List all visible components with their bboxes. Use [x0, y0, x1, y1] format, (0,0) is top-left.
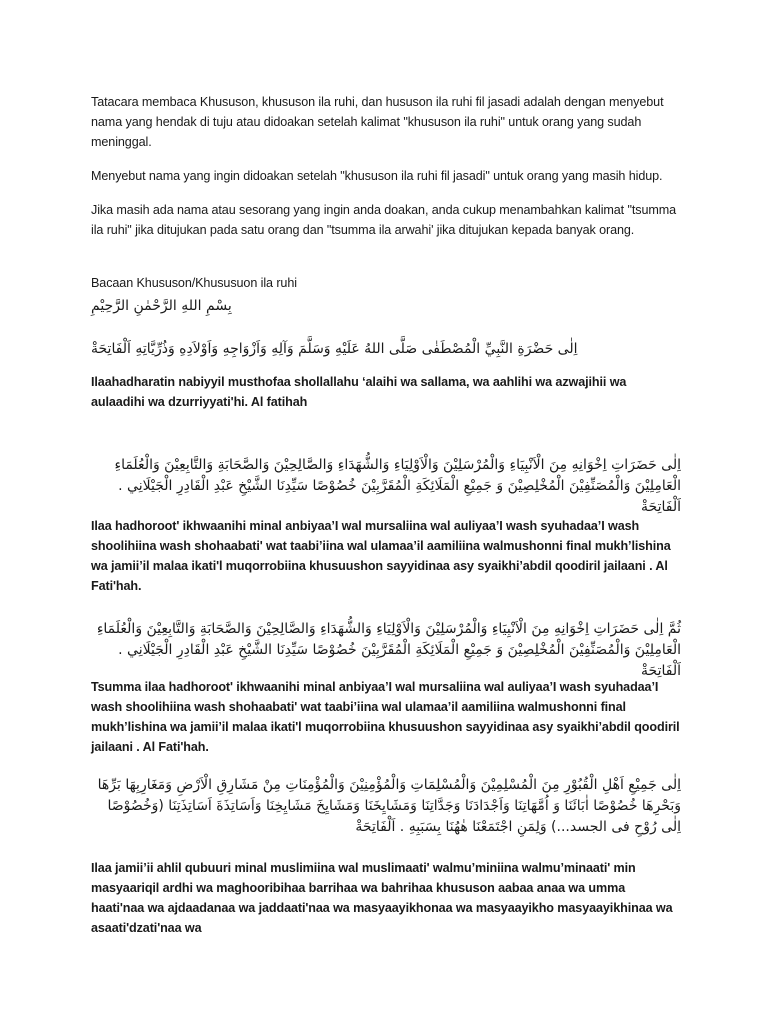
section-heading: Bacaan Khususon/Khusus​uon ila ruhi	[91, 276, 297, 290]
arabic-brethren-line: اِلٰى حَضَرَاتِ اِخْوَانِهِ مِنَ الْاَنْبِيَاءِ وَالْمُرْسَلِيْنَ وَالْاَوْلِيَاءِ وَالشُّهَدَاءِ وَالصَّالِحِيْنَ وَالصَّحَابَةِ وَالتَّابِعِيْنَ وَالْعُلَمَاءِ الْعَامِلِيْنَ وَالْمُصَنِّفِيْنَ الْمُخْلِصِيْنَ وَ جَمِيْعِ الْمَلَائِكَةِ الْمُقَرَّبِيْنَ خُصُوْصًا سَيِّدِنَا الشَّيْخِ عَبْدِ الْقَادِرِ الْجَيْلَانِي . اَلْفَاتِحَةْ	[114, 457, 681, 515]
transliteration-graves: Ilaa jamii’ii ahlil qubuuri minal muslimiina wal muslimaati' walmu’miniina walmu’minaati' min masyaariqil ardhi wa maghooribihaa barrihaa wa bahrihaa khususon aabaa anaa wa umma haati'naa wa ajdaadanaa wa jaddaati'naa wa masyaayikhonaa wa masyaayikho masyaayikhinaa wa asaati'dzati'naa wa	[91, 861, 673, 935]
transliteration-brethren: Ilaa hadhoroot' ikhwaanihi minal anbiyaa’I wal mursaliina wal auliyaa’I wash syuhadaa’I wash shoolihiina wash shohaabati' wat taabi’iina wal ulamaa’il aamiliina walmushonni final mukh’lishina wa jamii’il malaa ikati'l muqorrobiina khusuushon sayyidinaa asy syaikhi’abdil qoodiril jailaani . Al Fati'hah.	[91, 519, 671, 593]
additional-names-paragraph: Jika masih ada nama atau sesorang yang ingin anda doakan, anda cukup menambahkan kalimat "tsumma ila ruhi" jika ditujukan pada satu orang dan "tsumma ila arwahi' jika ditujukan kepada banyak orang.	[91, 203, 677, 237]
transliteration-tsumma: Tsumma ilaa hadhoroot' ikhwaanihi minal anbiyaa’I wal mursaliina wal auliyaa’I wash syuhadaa’I wash shoolihiina wash shohaabati' wat taabi’iina wal ulamaa’il aamiliina walmushonni final mukh’lishina wa jamii’il malaa ikati'l muqorrobiina khusuushon sayyidinaa asy syaikhi’abdil qoodiril jailaani . Al Fati'hah.	[91, 680, 680, 754]
arabic-basmalah: بِسْمِ اللهِ الرَّحْمٰنِ الرَّحِيْمِ	[91, 298, 232, 314]
transliteration-prophet: Ilaahadharatin nabiyyil musthofaa shollallahu ‘alaihi wa sallama, wa aahlihi wa azwajihii wa aulaadihi wa dzurriyyati'hi. Al fatihah	[91, 375, 627, 409]
living-instruction-paragraph: Menyebut nama yang ingin didoakan setelah "khususon ila ruhi fil jasadi" untuk orang yang masih hidup.	[91, 169, 663, 183]
arabic-prophet-line: اِلٰى حَضْرَةِ النَّبِيِّ الْمُصْطَفٰى صَلَّى اللهُ عَلَيْهِ وَسَلَّمَ وَآلِهِ وَاَزْوَاجِهِ وَاَوْلاَدِهِ وَذُرِّيَّاتِهِ اَلْفَاتِحَةْ	[91, 341, 578, 357]
arabic-graves-line: اِلٰى جَمِيْعِ اَهْلِ الْقُبُوْرِ مِنَ الْمُسْلِمِيْنَ وَالْمُسْلِمَاتِ وَالْمُؤْمِنِيْنَ وَالْمُؤْمِنَاتِ مِنْ مَشَارِقِ الْاَرْضِ وَمَغَارِبِهَا بَرِّهَا وَبَحْرِهَا خُصُوْصًا اٰبَائَنَا وَ اُمَّهَاتِنَا وَاَجْدَادَنَا وَجَدَّاتِنَا وَمَشَايِخَنَا وَمَشَايِخَ مَشَايِخِنَا وَاَسَاتِذَةَ اَسَاتِذَتِنَا (وَخُصُوْصًا اِلٰى رُوْحِ فى الجسد...) وَلِمَنِ اجْتَمَعْنَا هٰهُنَا بِسَبَبِهِ . اَلْفَاتِحَةْ	[97, 777, 681, 835]
arabic-tsumma-line: ثُمَّ اِلٰى حَضَرَاتِ اِخْوَانِهِ مِنَ الْاَنْبِيَاءِ وَالْمُرْسَلِيْنَ وَالْاَوْلِيَاءِ وَالشُّهَدَاءِ وَالصَّالِحِيْنَ وَالصَّحَابَةِ وَالتَّابِعِيْنَ وَالْعُلَمَاءِ الْعَامِلِيْنَ وَالْمُصَنِّفِيْنَ الْمُخْلِصِيْنَ وَ جَمِيْعِ الْمَلَائِكَةِ الْمُقَرَّبِيْنَ خُصُوْصًا سَيِّدِنَا الشَّيْخِ عَبْدِ الْقَادِرِ الْجَيْلَانِي . اَلْفَاتِحَةْ	[96, 621, 681, 679]
intro-paragraph: Tatacara membaca Khususon, khususon ila ruhi, dan hususon ila ruhi fil jasadi adalah dengan menyebut nama yang hendak di tuju atau didoakan setelah kalimat "khususon ila ruhi" untuk orang yang sudah meninggal.	[91, 95, 664, 149]
